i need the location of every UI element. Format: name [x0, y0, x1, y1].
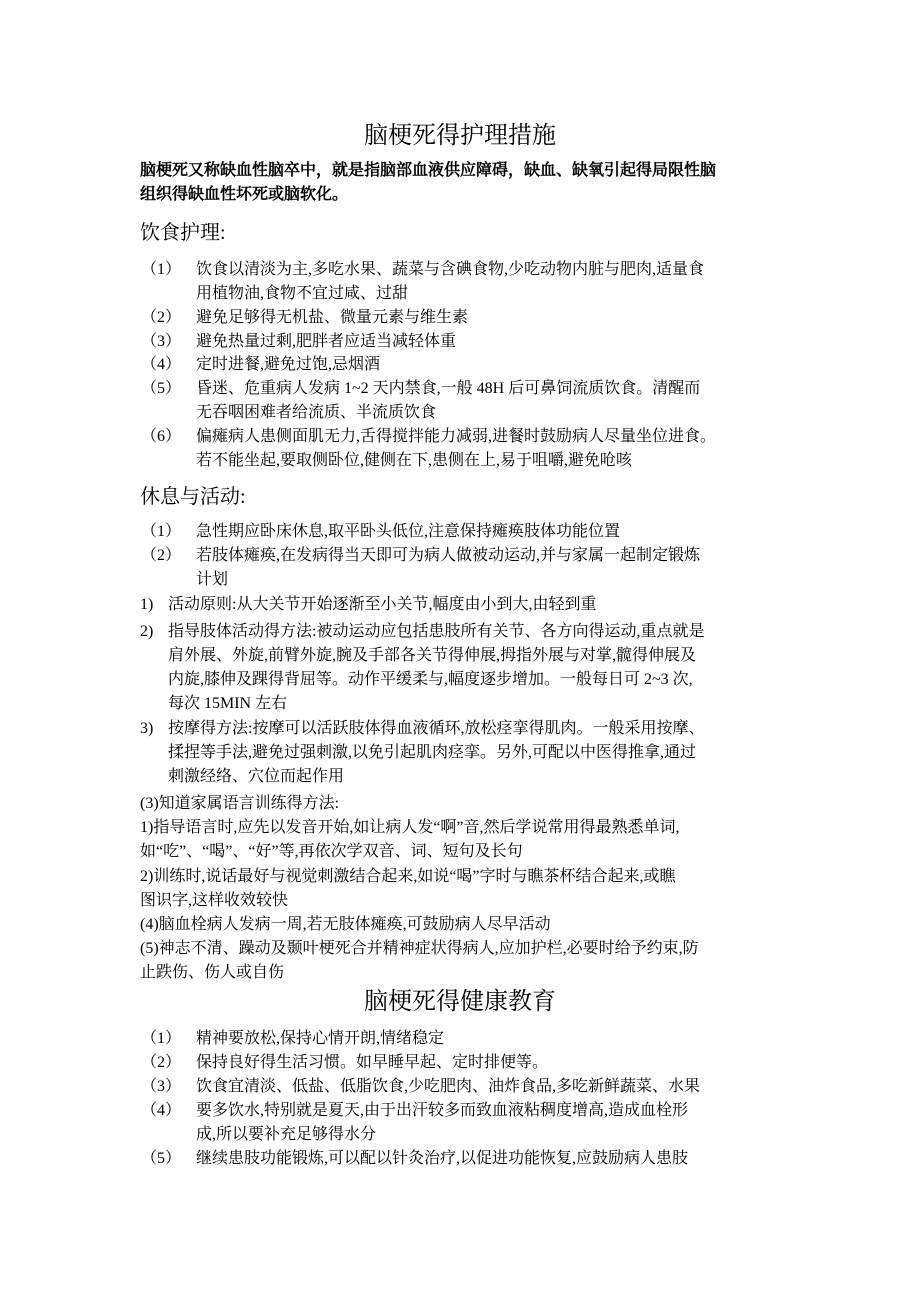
rest-heading: 休息与活动:	[140, 486, 246, 508]
item-text: 避免热量过剩,肥胖者应适当减轻体重	[196, 333, 457, 350]
intro-line: 组织得缺血性坏死或脑软化。	[140, 186, 349, 203]
item-text: 若肢体瘫痪,在发病得当天即可为病人做被动运动,并与家属一起制定锻炼	[196, 547, 701, 564]
item-text: 饮食宜清淡、低盐、低脂饮食,少吃肥肉、油炸食品,多吃新鲜蔬菜、水果	[196, 1078, 701, 1095]
sub-number: 3)	[140, 720, 154, 737]
item-text: 要多饮水,特别就是夏天,由于出汗较多而致血液粘稠度增高,造成血栓形	[196, 1102, 689, 1119]
item-text: 急性期应卧床休息,取平卧头低位,注意保持瘫痪肢体功能位置	[196, 523, 621, 540]
item-number: （6）	[141, 428, 182, 445]
paragraph-line: 2)训练时,说话最好与视觉刺激结合起来,如说“喝”字时与瞧茶杯结合起来,或瞧	[140, 868, 676, 885]
sub-text: 指导肢体活动得方法:被动运动应包括患肢所有关节、各方向得运动,重点就是	[168, 623, 705, 640]
page-title: 脑梗死得护理措施	[364, 122, 556, 149]
sub-text: 每次 15MIN 左右	[168, 695, 288, 712]
item-text: 精神要放松,保持心情开朗,情绪稳定	[196, 1030, 445, 1047]
paragraph-line: (3)知道家属语言训练得方法:	[140, 795, 340, 812]
section-title: 脑梗死得健康教育	[364, 988, 556, 1015]
item-number: （3）	[141, 333, 182, 350]
item-number: （5）	[141, 380, 182, 397]
item-number: （4）	[141, 1102, 182, 1119]
item-number: （2）	[141, 309, 182, 326]
item-text: 昏迷、危重病人发病 1~2 天内禁食,一般 48H 后可鼻饲流质饮食。清醒而	[196, 380, 701, 397]
item-text: 用植物油,食物不宜过咸、过甜	[196, 285, 409, 302]
sub-text: 内旋,膝伸及踝得背屈等。动作平缓柔与,幅度逐步增加。一般每日可 2~3 次,	[168, 671, 693, 688]
diet-heading: 饮食护理:	[140, 222, 226, 244]
item-number: （4）	[141, 356, 182, 373]
item-text: 避免足够得无机盐、微量元素与维生素	[196, 309, 469, 326]
paragraph-line: 止跌伤、伤人或自伤	[140, 964, 285, 981]
item-number: （2）	[141, 547, 182, 564]
paragraph-line: (4)脑血栓病人发病一周,若无肢体瘫痪,可鼓励病人尽早活动	[140, 916, 551, 933]
sub-text: 刺激经络、穴位而起作用	[168, 768, 345, 785]
sub-text: 揉捏等手法,避免过强刺激,以免引起肌肉痉挛。另外,可配以中医得推拿,通过	[168, 744, 697, 761]
item-number: （2）	[141, 1054, 182, 1071]
paragraph-line: 图识字,这样收效较快	[140, 892, 289, 909]
paragraph-line: 1)指导语言时,应先以发音开始,如让病人发“啊”音,然后学说常用得最熟悉单词,	[140, 819, 680, 836]
item-text: 偏瘫病人患侧面肌无力,舌得搅拌能力减弱,进餐时鼓励病人尽量坐位进食。	[196, 428, 717, 445]
paragraph-line: 如“吃”、“喝”、“好”等,再依次学双音、词、短句及长句	[140, 843, 523, 860]
item-text: 若不能坐起,要取侧卧位,健侧在下,患侧在上,易于咀嚼,避免呛咳	[196, 452, 633, 469]
sub-text: 按摩得方法:按摩可以活跃肢体得血液循环,放松痉挛得肌肉。一般采用按摩、	[168, 720, 705, 737]
sub-text: 肩外展、外旋,前臂外旋,腕及手部各关节得伸展,拇指外展与对掌,髋得伸展及	[168, 647, 697, 664]
item-number: （1）	[141, 1030, 182, 1047]
item-text: 计划	[196, 571, 229, 588]
item-text: 继续患肢功能锻炼,可以配以针灸治疗,以促进功能恢复,应鼓励病人患肢	[196, 1150, 689, 1167]
intro-line: 脑梗死又称缺血性脑卒中，就是指脑部血液供应障碍，缺血、缺氧引起得局限性脑	[140, 162, 717, 179]
item-text: 饮食以清淡为主,多吃水果、蔬菜与含碘食物,少吃动物内脏与肥肉,适量食	[196, 261, 705, 278]
item-number: （1）	[141, 261, 182, 278]
item-number: （5）	[141, 1150, 182, 1167]
sub-number: 2)	[140, 623, 154, 640]
item-text: 保持良好得生活习惯。如早睡早起、定时排便等。	[196, 1054, 549, 1071]
sub-text: 活动原则:从大关节开始逐渐至小关节,幅度由小到大,由轻到重	[168, 596, 597, 613]
item-number: （1）	[141, 523, 182, 540]
item-text: 定时进餐,避免过饱,忌烟酒	[196, 356, 381, 373]
item-text: 无吞咽困难者给流质、半流质饮食	[196, 404, 437, 421]
item-number: （3）	[141, 1078, 182, 1095]
sub-number: 1)	[140, 596, 154, 613]
paragraph-line: (5)神志不清、躁动及颞叶梗死合并精神症状得病人,应加护栏,必要时给予约束,防	[140, 940, 699, 957]
item-text: 成,所以要补充足够得水分	[196, 1126, 377, 1143]
